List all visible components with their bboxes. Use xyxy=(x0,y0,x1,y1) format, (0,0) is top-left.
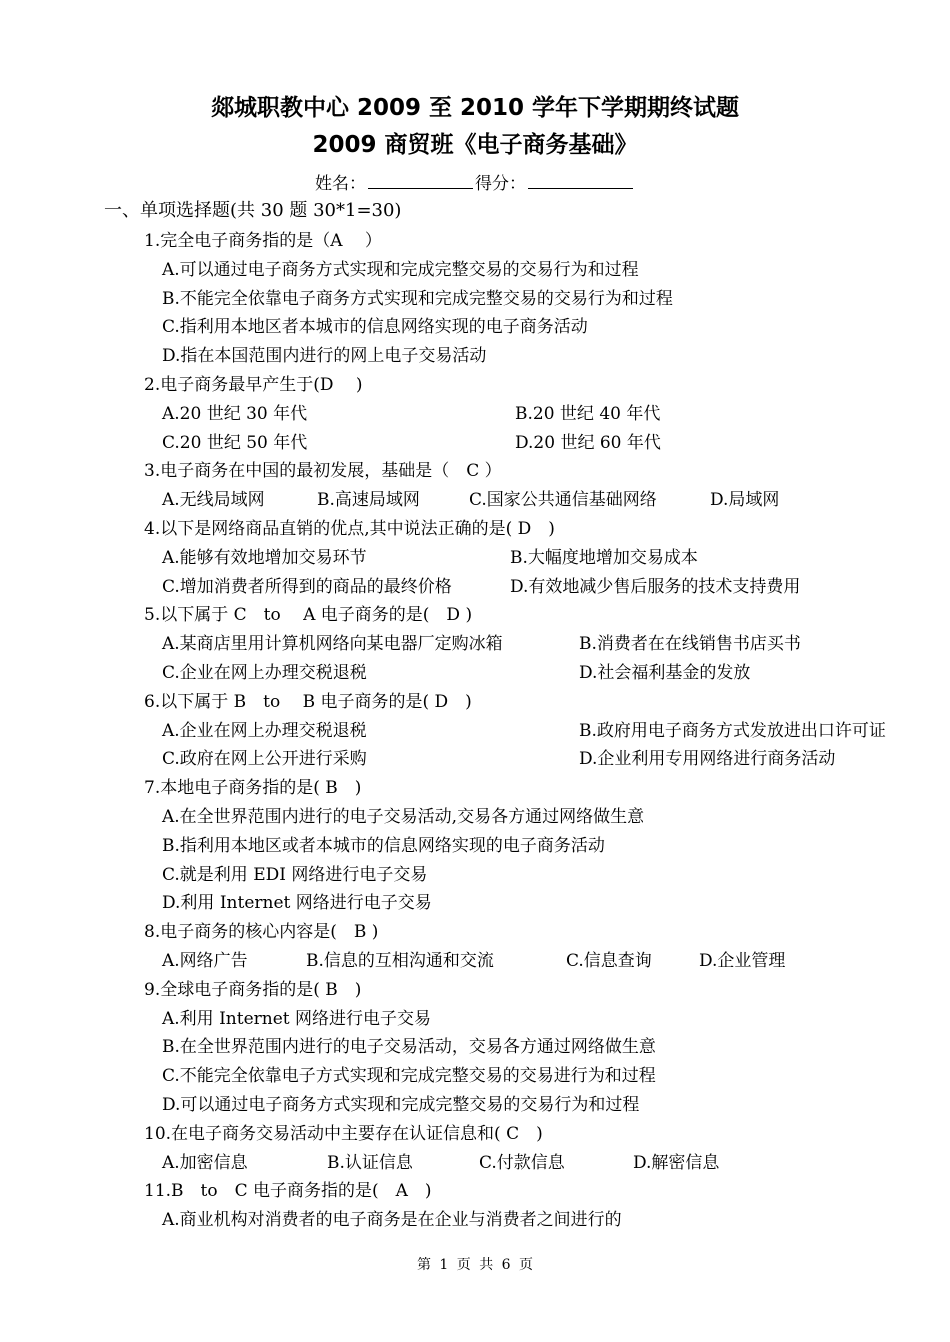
exam-subtitle: 2009 商贸班《电子商务基础》 xyxy=(312,132,638,158)
option-cell: A.网络广告 xyxy=(162,950,248,971)
option-cell: A.20 世纪 30 年代 xyxy=(162,403,308,424)
option-cell: C.企业在网上办理交税退税 xyxy=(162,662,367,683)
exam-title: 郯城职教中心 2009 至 2010 学年下学期期终试题 xyxy=(210,95,740,121)
option-cell: B.消费者在在线销售书店买书 xyxy=(579,634,801,655)
option-line: B.在全世界范围内进行的电子交易活动，交易各方通过网络做生意 xyxy=(162,1037,656,1058)
option-line: D.利用 Internet 网络进行电子交易 xyxy=(162,893,432,914)
question-stem: 9.全球电子商务指的是( B ) xyxy=(144,979,362,1000)
option-cell: C.信息查询 xyxy=(566,950,652,971)
option-cell: A.企业在网上办理交税退税 xyxy=(162,720,367,741)
option-line: C.就是利用 EDI 网络进行电子交易 xyxy=(162,864,428,885)
option-cell: D.局域网 xyxy=(710,490,780,511)
option-cell: D.有效地减少售后服务的技术支持费用 xyxy=(510,576,801,597)
question-stem: 2.电子商务最早产生于(D ) xyxy=(144,374,363,395)
option-cell: C.20 世纪 50 年代 xyxy=(162,432,308,453)
option-cell: B.认证信息 xyxy=(327,1152,413,1173)
option-line: B.指利用本地区或者本城市的信息网络实现的电子商务活动 xyxy=(162,835,605,856)
question-stem: 5.以下属于 C to A 电子商务的是( D ) xyxy=(144,605,473,626)
option-cell: B.20 世纪 40 年代 xyxy=(515,403,661,424)
option-row xyxy=(0,745,950,774)
name-label: 姓名： xyxy=(315,174,366,194)
option-row xyxy=(0,1149,950,1178)
option-cell: B.大幅度地增加交易成本 xyxy=(510,547,698,568)
option-line: D.可以通过电子商务方式实现和完成完整交易的交易行为和过程 xyxy=(162,1094,640,1115)
option-cell: D.企业利用专用网络进行商务活动 xyxy=(579,749,836,770)
option-line: C.指利用本地区者本城市的信息网络实现的电子商务活动 xyxy=(162,317,588,338)
option-row xyxy=(0,659,950,688)
question-stem: 8.电子商务的核心内容是( B ) xyxy=(144,922,379,943)
option-line: C.不能完全依靠电子方式实现和完成完整交易的交易进行为和过程 xyxy=(162,1066,656,1087)
question-stem: 10.在电子商务交易活动中主要存在认证信息和( C ) xyxy=(144,1123,543,1144)
section-title: 一、单项选择题(共 30 题 30*1=30) xyxy=(104,200,402,221)
question-stem: 4.以下是网络商品直销的优点,其中说法正确的是( D ) xyxy=(144,518,555,539)
option-cell: A.加密信息 xyxy=(162,1152,248,1173)
option-line: A.可以通过电子商务方式实现和完成完整交易的交易行为和过程 xyxy=(162,259,639,280)
option-row xyxy=(0,486,950,515)
option-row xyxy=(0,544,950,573)
option-cell: C.国家公共通信基础网络 xyxy=(469,490,657,511)
page-number: 第 1 页 共 6 页 xyxy=(416,1257,534,1273)
option-line: B.不能完全依靠电子商务方式实现和完成完整交易的交易行为和过程 xyxy=(162,288,673,309)
option-row xyxy=(0,947,950,976)
option-cell: B.信息的互相沟通和交流 xyxy=(306,950,494,971)
question-stem: 6.以下属于 B to B 电子商务的是( D ) xyxy=(144,691,472,712)
option-line: A.商业机构对消费者的电子商务是在企业与消费者之间进行的 xyxy=(162,1210,622,1231)
question-stem: 3.电子商务在中国的最初发展，基础是（ C ） xyxy=(144,461,502,482)
question-stem: 7.本地电子商务指的是( B ) xyxy=(144,778,362,799)
option-cell: A.无线局域网 xyxy=(162,490,265,511)
name-score-line xyxy=(0,172,950,196)
option-row xyxy=(0,573,950,602)
option-cell: C.付款信息 xyxy=(479,1152,565,1173)
option-row xyxy=(0,429,950,458)
option-cell: D.20 世纪 60 年代 xyxy=(515,432,661,453)
option-cell: A.能够有效地增加交易环节 xyxy=(162,547,367,568)
score-label: 得分： xyxy=(475,174,526,194)
option-cell: D.企业管理 xyxy=(699,950,786,971)
question-stem: 11.B to C 电子商务指的是( A ) xyxy=(144,1181,432,1202)
option-cell: D.解密信息 xyxy=(633,1152,720,1173)
option-cell: D.社会福利基金的发放 xyxy=(579,662,751,683)
option-line: D.指在本国范围内进行的网上电子交易活动 xyxy=(162,346,487,367)
option-cell: A.某商店里用计算机网络向某电器厂定购冰箱 xyxy=(162,634,503,655)
option-row xyxy=(0,717,950,746)
option-row xyxy=(0,400,950,429)
question-list xyxy=(0,227,950,1235)
question-stem: 1.完全电子商务指的是（A ） xyxy=(144,231,382,251)
score-blank xyxy=(528,172,633,189)
option-cell: C.政府在网上公开进行采购 xyxy=(162,749,367,770)
name-blank xyxy=(368,172,473,189)
option-row xyxy=(0,630,950,659)
option-line: A.利用 Internet 网络进行电子交易 xyxy=(162,1008,432,1029)
option-cell: B.政府用电子商务方式发放进出口许可证 xyxy=(579,720,886,741)
option-cell: B.高速局域网 xyxy=(317,490,420,511)
option-cell: C.增加消费者所得到的商品的最终价格 xyxy=(162,576,452,597)
option-line: A.在全世界范围内进行的电子交易活动,交易各方通过网络做生意 xyxy=(162,806,645,827)
